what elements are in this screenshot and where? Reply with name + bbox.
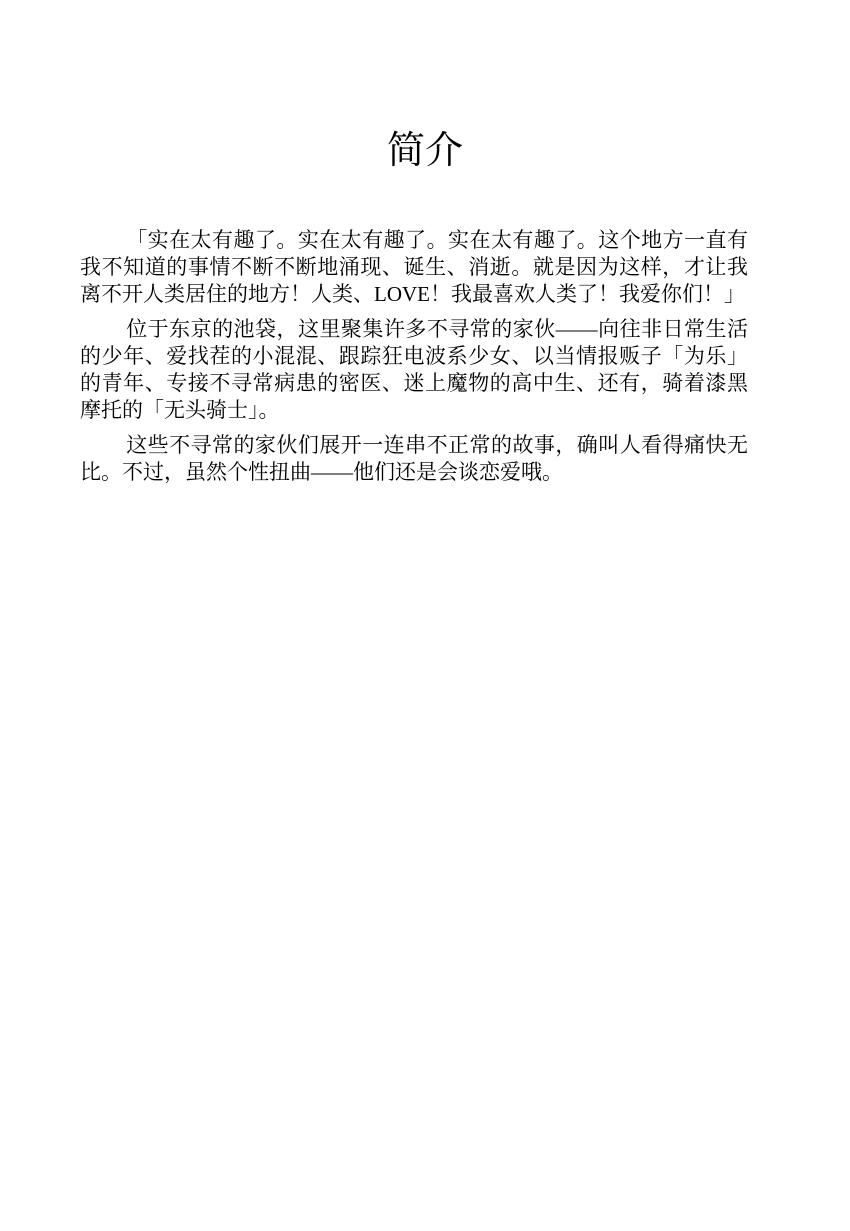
paragraph-setting: 位于东京的池袋，这里聚集许多不寻常的家伙——向往非日常生活的少年、爱找茬的小混混、跟踪狂电波系少女、以当情报贩子「为乐」的青年、专接不寻常病患的密医、迷上魔物的高中生、还有，骑着漆黑摩托的「无头骑士」。 xyxy=(80,316,748,422)
paragraph-quote: 「实在太有趣了。实在太有趣了。实在太有趣了。这个地方一直有我不知道的事情不断不断地涌现、诞生、消逝。就是因为这样，才让我离不开人类居住的地方！人类、LOVE！我最喜欢人类了！我爱你们！」 xyxy=(80,227,748,306)
document-page xyxy=(0,131,850,1231)
paragraph-summary: 这些不寻常的家伙们展开一连串不正常的故事，确叫人看得痛快无比。不过，虽然个性扭曲——他们还是会谈恋爱哦。 xyxy=(80,432,748,484)
page-title xyxy=(0,131,850,173)
page-title-text: 简介 xyxy=(386,130,463,172)
page-content xyxy=(80,227,748,486)
